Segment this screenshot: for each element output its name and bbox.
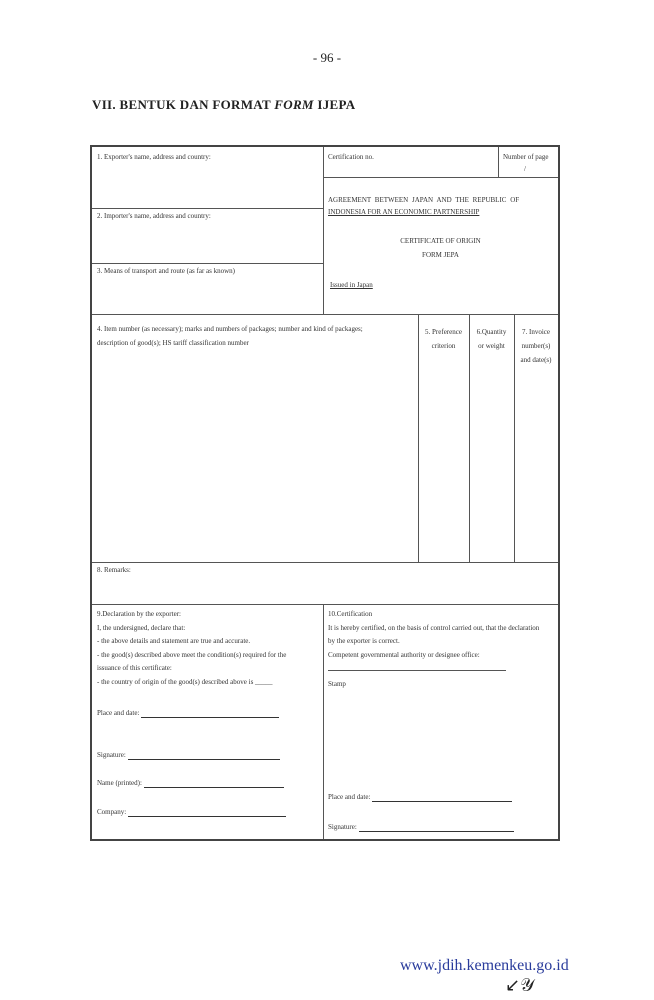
- box8-label: 8. Remarks:: [97, 566, 131, 574]
- signature-mark-icon: ↙𝒴: [505, 975, 535, 995]
- fill-line: [359, 831, 514, 832]
- box4-line2: description of good(s); HS tariff classification number: [97, 339, 249, 347]
- box9-line: - the country of origin of the good(s) described above is _____: [97, 677, 273, 686]
- fill-line: [128, 759, 280, 760]
- box9-line: issuance of this certificate:: [97, 664, 172, 672]
- box9-line: - the above details and statement are true and accurate.: [97, 637, 251, 645]
- label: Name (printed):: [97, 779, 142, 787]
- box10-place-date: [328, 793, 512, 802]
- fill-line: [128, 816, 286, 817]
- box9-signature: [97, 751, 280, 760]
- box10-line: It is hereby certified, on the basis of control carried out, that the declaration: [328, 623, 540, 632]
- section-heading: [92, 97, 355, 113]
- watermark-link[interactable]: www.jdih.kemenkeu.go.id: [400, 957, 569, 974]
- divider: [323, 177, 558, 178]
- box9-line: - the good(s) described above meet the condition(s) required for the: [97, 650, 287, 659]
- stamp-label: Stamp: [328, 680, 346, 688]
- label: Place and date:: [97, 709, 140, 717]
- label: Signature:: [328, 823, 357, 831]
- heading-suffix: IJEPA: [313, 97, 356, 112]
- box10-line: Competent governmental authority or designee office:: [328, 650, 480, 659]
- box10-title: 10.Certification: [328, 610, 373, 618]
- box3-label: 3. Means of transport and route (as far as known): [97, 267, 236, 275]
- fill-line: [372, 801, 512, 802]
- issued-in: Issued in Japan: [330, 281, 373, 289]
- heading-italic: FORM: [274, 97, 314, 112]
- divider: [323, 604, 324, 839]
- cert-no-label: Certification no.: [328, 153, 374, 161]
- page-slash: /: [524, 165, 526, 173]
- agreement-line2: INDONESIA FOR AN ECONOMIC PARTNERSHIP: [328, 208, 480, 216]
- box5-label: [418, 325, 469, 353]
- box6-line: or weight: [478, 342, 505, 350]
- divider: [498, 147, 499, 177]
- box7-line: 7. Invoice: [522, 328, 550, 336]
- label: Signature:: [97, 751, 126, 759]
- box9-declaration: [97, 608, 286, 689]
- box9-name: [97, 779, 284, 788]
- box2-label: 2. Importer's name, address and country:: [97, 212, 211, 220]
- authority-line: [328, 670, 506, 671]
- box7-line: and date(s): [520, 356, 552, 364]
- divider: [92, 562, 558, 563]
- fill-line: [144, 787, 284, 788]
- box5-line: 5. Preference: [425, 328, 462, 336]
- agreement-line1: AGREEMENT BETWEEN JAPAN AND THE REPUBLIC OF: [328, 196, 520, 204]
- box7-line: number(s): [521, 342, 551, 350]
- divider: [92, 314, 558, 315]
- form-name: FORM JEPA: [422, 251, 459, 259]
- cert-title: CERTIFICATE OF ORIGIN: [400, 237, 481, 245]
- box10-signature: [328, 823, 514, 832]
- divider: [323, 147, 324, 314]
- divider: [92, 263, 323, 264]
- box9-line: I, the undersigned, declare that:: [97, 623, 186, 632]
- page-number: - 96 -: [312, 50, 342, 65]
- box7-label: [514, 325, 558, 367]
- box5-line: criterion: [431, 342, 456, 350]
- box6-line: 6.Quantity: [476, 328, 507, 336]
- box4-line1: 4. Item number (as necessary); marks and numbers of packages; number and kind of packages;: [97, 325, 363, 333]
- divider: [92, 604, 558, 605]
- fill-line: [141, 717, 279, 718]
- certificate-form: [90, 145, 560, 841]
- box9-company: [97, 808, 286, 817]
- box1-label: 1. Exporter's name, address and country:: [97, 153, 211, 161]
- number-of-page-label: Number of page: [503, 153, 549, 161]
- box10-certification: [328, 608, 539, 662]
- label: Company:: [97, 808, 127, 816]
- box9-title: 9.Declaration by the exporter:: [97, 610, 181, 618]
- label: Place and date:: [328, 793, 371, 801]
- box10-line: by the exporter is correct.: [328, 637, 400, 645]
- box6-label: [469, 325, 514, 353]
- heading-prefix: VII. BENTUK DAN FORMAT: [92, 97, 275, 112]
- divider: [92, 208, 323, 209]
- box9-place-date: [97, 709, 279, 718]
